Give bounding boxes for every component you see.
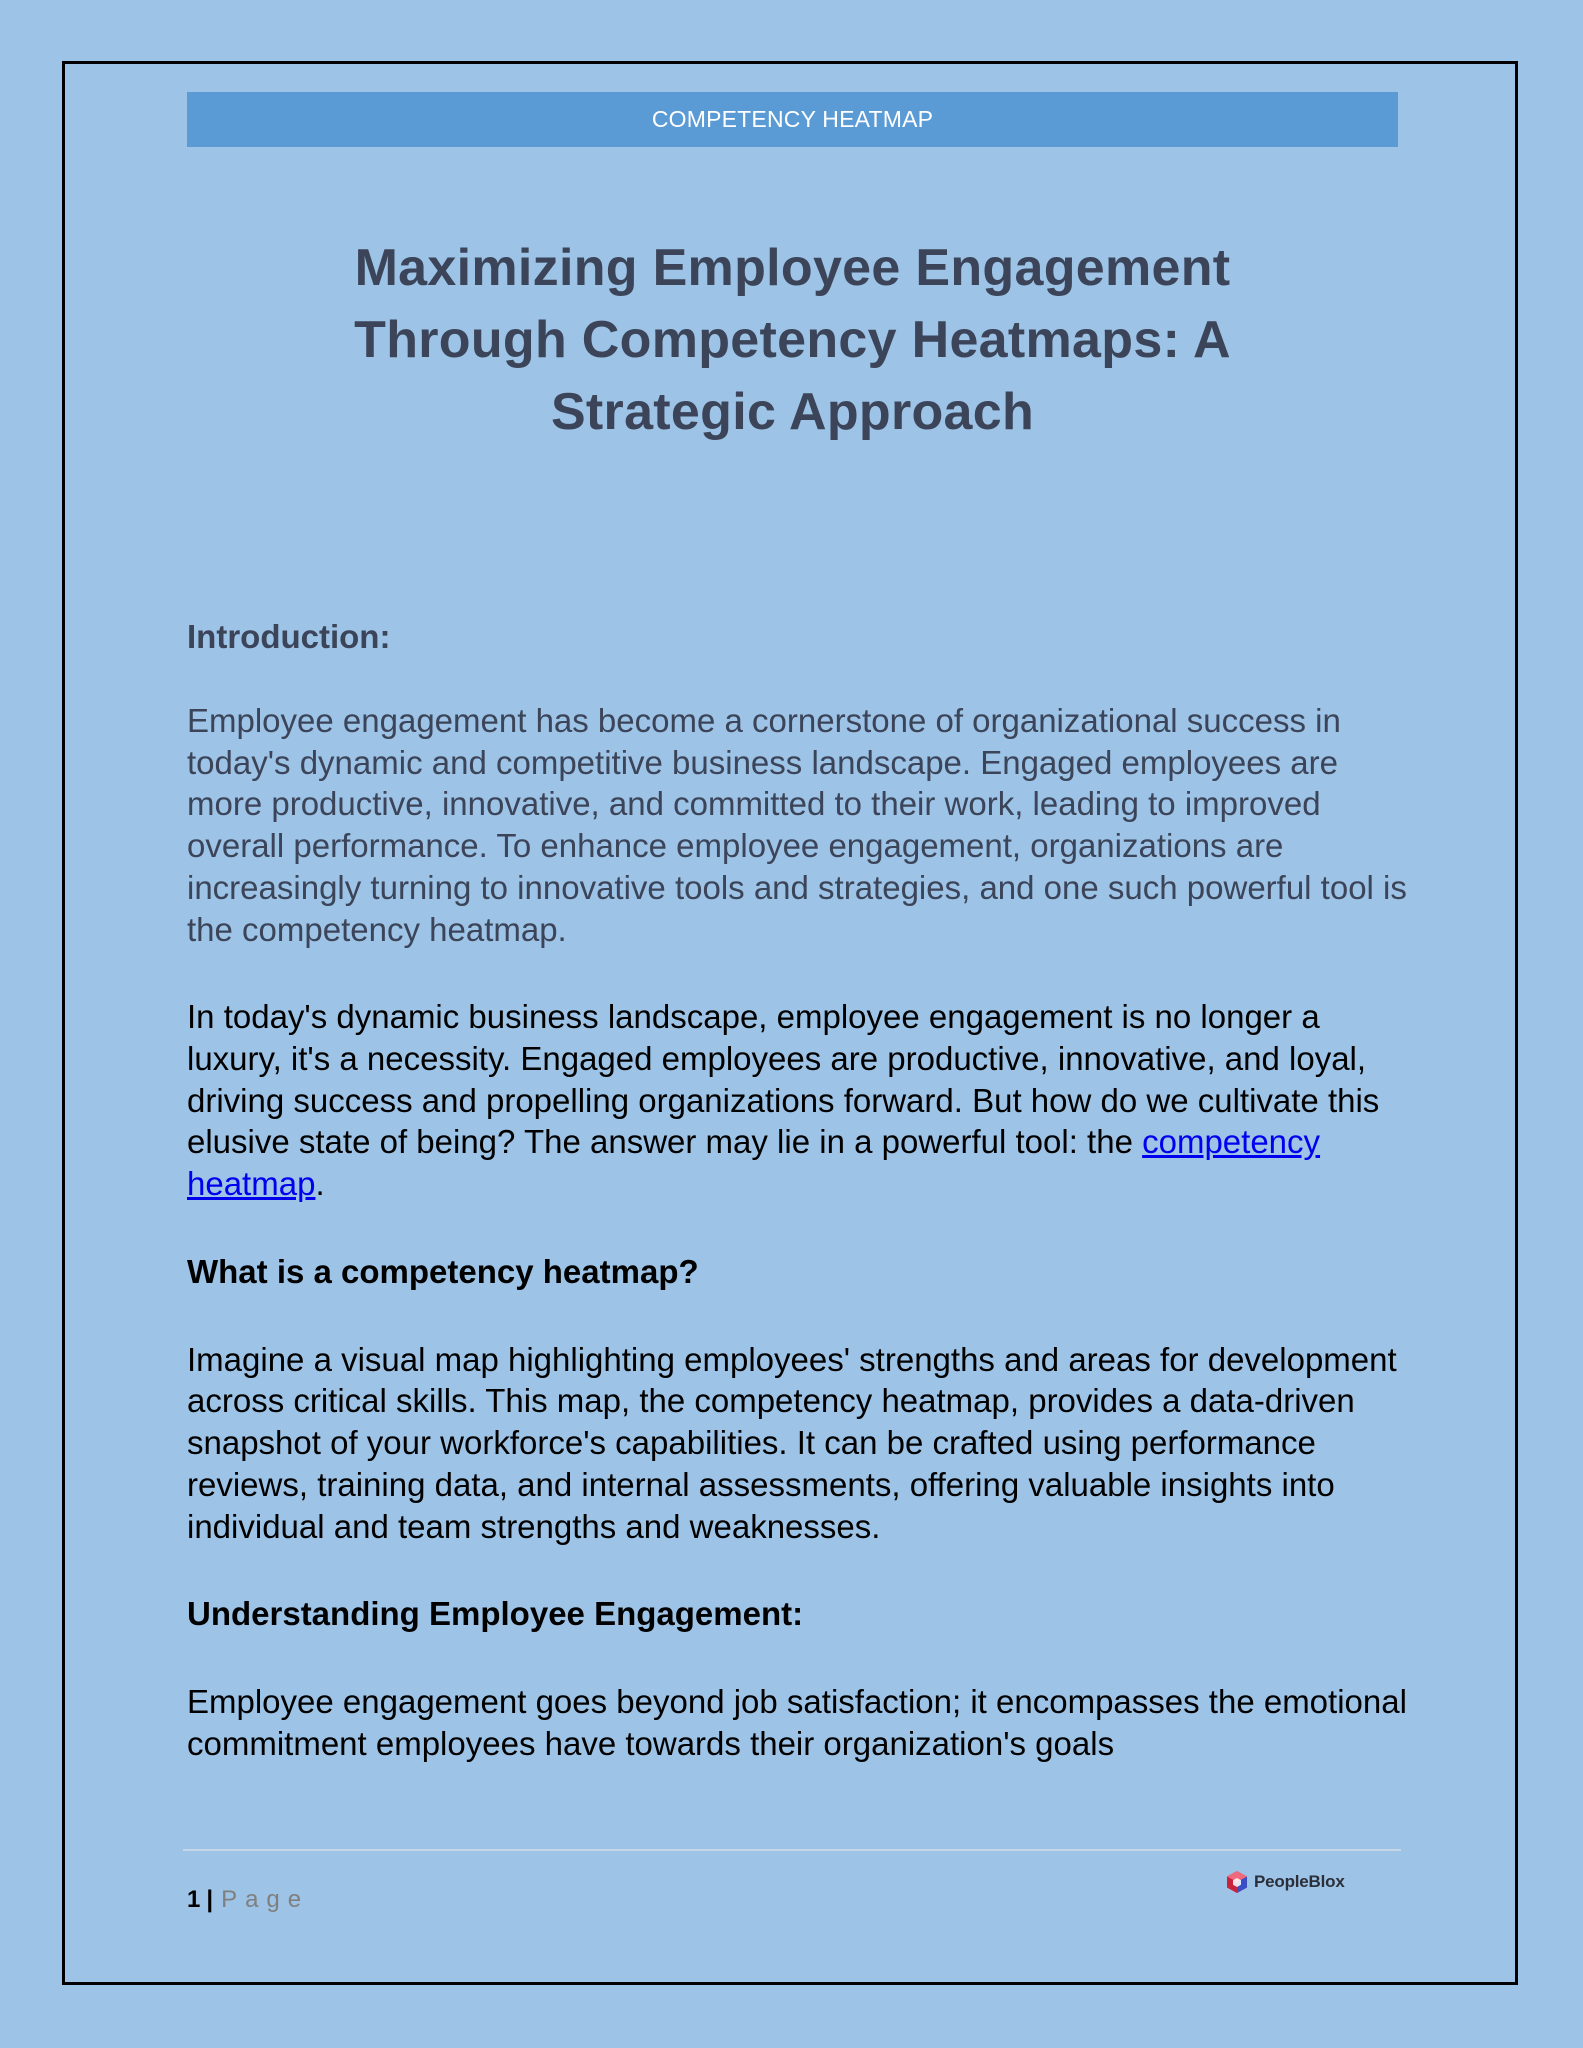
paragraph-text: In today's dynamic business landscape, employee engagement is no longer a luxury, it's a necessity. Engaged employees are productive, innovative, and loyal, driving success and propelling organizations forward. But how do we cultivate this elusive state of being? The answer may lie in a powerful tool: the (187, 998, 1380, 1161)
what-is-heatmap-paragraph: Imagine a visual map highlighting employees' strengths and areas for development across critical skills. This map, the competency heatmap, provides a data-driven snapshot of your workforce's capabilities. It can be crafted using performance reviews, training data, and internal assessments, offering valuable insights into individual and team strengths and weaknesses. (187, 1340, 1397, 1545)
page-number-separator: | (206, 1886, 214, 1913)
competency-heatmap-link[interactable]: competency heatmap (187, 1123, 1321, 1203)
header-banner (187, 92, 1398, 147)
page-title-line-1: Maximizing Employee Engagement (354, 239, 1231, 297)
introduction-paragraph: Employee engagement has become a cornerstone of organizational success in today's dynamic and competitive business landscape. Engaged employees are more productive, innovative, and committed to their work, leading to improved overall performance. To enhance employee engagement, organizations are increasingly turning to innovative tools and strategies, and one such powerful tool is the competency heatmap. (187, 702, 1407, 948)
header-banner-text: COMPETENCY HEATMAP (651, 106, 934, 132)
page-title-line-2: Through Competency Heatmaps: A (354, 311, 1231, 369)
engagement-necessity-paragraph (187, 996, 1407, 1205)
page-label: Page (221, 1886, 310, 1913)
introduction-heading: Introduction: (187, 618, 391, 655)
peopleblox-logo-icon (1224, 1869, 1250, 1895)
footer-divider (183, 1849, 1401, 1851)
page-number-value: 1 (187, 1886, 201, 1913)
peopleblox-logo (1224, 1869, 1345, 1895)
understanding-engagement-heading: Understanding Employee Engagement: (187, 1595, 804, 1633)
understanding-engagement-paragraph: Employee engagement goes beyond job satisfaction; it encompasses the emotional commitment employees have towards their organization's goals (187, 1683, 1407, 1762)
paragraph-end: . (315, 1165, 325, 1203)
what-is-heatmap-heading: What is a competency heatmap? (187, 1252, 699, 1290)
page-title-line-3: Strategic Approach (550, 383, 1035, 441)
page-title (187, 232, 1398, 448)
document-body (187, 615, 1407, 1765)
page-number (187, 1886, 309, 1914)
peopleblox-logo-text: PeopleBlox (1254, 1872, 1345, 1891)
